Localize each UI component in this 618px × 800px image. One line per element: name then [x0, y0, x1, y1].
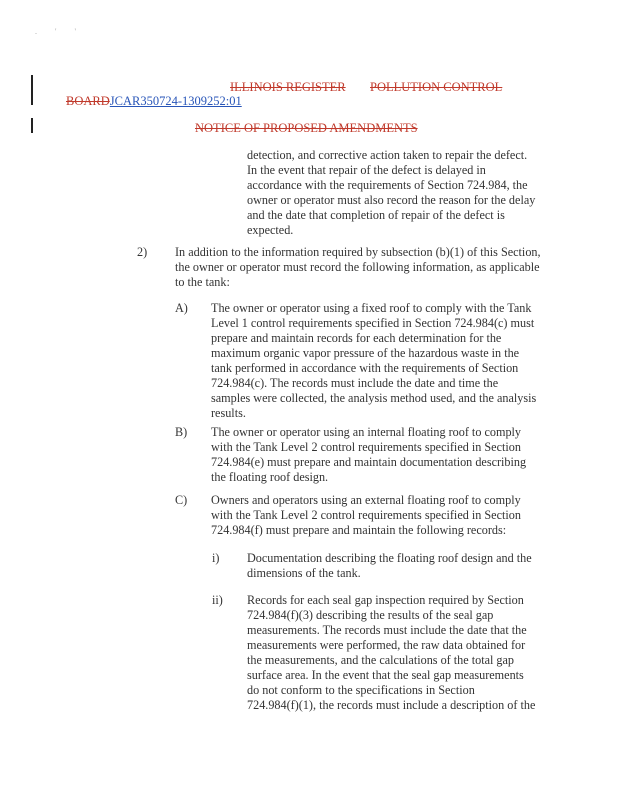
scan-artifact-dots: . ' ' [35, 27, 84, 36]
text-line: the measurements, and the calculations of the total gap [247, 653, 515, 667]
continuation-paragraph [247, 148, 535, 238]
text-line: expected. [247, 223, 294, 237]
text-line: The owner or operator using an internal floating roof to comply [211, 425, 522, 439]
text-line: In addition to the information required by subsection (b)(1) of this Section, [175, 245, 541, 259]
text-line: detection, and corrective action taken to repair the defect. [247, 148, 528, 162]
text-line: 724.984(f) must prepare and maintain the following records: [211, 523, 507, 537]
item-c-marker: C) [175, 493, 188, 507]
text-line: measurements were performed, the raw data obtained for [247, 638, 526, 652]
text-line: dimensions of the tank. [247, 566, 361, 580]
notice-heading: NOTICE OF PROPOSED AMENDMENTS [195, 121, 418, 135]
text-line: to the tank: [175, 275, 230, 289]
text-line: Documentation describing the floating roof design and the [247, 551, 532, 565]
item-i-marker: i) [212, 551, 220, 565]
text-line: Owners and operators using an external floating roof to comply [211, 493, 521, 507]
text-line: with the Tank Level 2 control requirements specified in Section [211, 508, 521, 522]
item-a-paragraph [211, 301, 536, 421]
item-ii-paragraph [247, 593, 535, 713]
header-agency: POLLUTION CONTROL [370, 80, 503, 94]
revision-bar-middle [31, 118, 33, 133]
text-line: 724.984(c). The records must include the date and time the [211, 376, 499, 390]
text-line: prepare and maintain records for each determination for the [211, 331, 502, 345]
text-line: samples were collected, the analysis method used, and the analysis [211, 391, 537, 405]
jcar-reference-link[interactable]: JCAR350724-1309252:01 [109, 94, 242, 108]
text-line: with the Tank Level 2 control requirements specified in Section [211, 440, 521, 454]
text-line: In the event that repair of the defect is delayed in [247, 163, 486, 177]
text-line: and the date that completion of repair of the defect is [247, 208, 505, 222]
item-i-paragraph [247, 551, 532, 581]
item-b-marker: B) [175, 425, 188, 439]
text-line: Level 1 control requirements specified in Section 724.984(c) must [211, 316, 535, 330]
text-line: 724.984(f)(1), the records must include a description of the [247, 698, 536, 712]
text-line: maximum organic vapor pressure of the hazardous waste in the [211, 346, 520, 360]
item-2-marker: 2) [137, 245, 148, 259]
text-line: tank performed in accordance with the requirements of Section [211, 361, 519, 375]
item-c-paragraph [211, 493, 521, 538]
item-ii-marker: ii) [212, 593, 223, 607]
text-line: do not conform to the specifications in Section [247, 683, 475, 697]
text-line: owner or operator must also record the reason for the delay [247, 193, 536, 207]
text-line: 724.984(f)(3) describing the results of the seal gap [247, 608, 494, 622]
text-line: 724.984(e) must prepare and maintain documentation describing [211, 455, 527, 469]
text-line: the owner or operator must record the following information, as applicable [175, 260, 540, 274]
header-register: ILLINOIS REGISTER [230, 80, 346, 94]
item-b-paragraph [211, 425, 526, 485]
text-line: accordance with the requirements of Section 724.984, the [247, 178, 528, 192]
text-line: The owner or operator using a fixed roof to comply with the Tank [211, 301, 532, 315]
text-line: surface area. In the event that the seal gap measurements [247, 668, 524, 682]
text-line: the floating roof design. [211, 470, 329, 484]
header-board-line [66, 94, 242, 109]
item-2-paragraph [175, 245, 541, 290]
text-line: measurements. The records must include the date that the [247, 623, 527, 637]
text-line: results. [211, 406, 246, 420]
text-line: Records for each seal gap inspection required by Section [247, 593, 524, 607]
item-a-marker: A) [175, 301, 188, 315]
header-board: BOARD [66, 94, 110, 108]
revision-bar-top [31, 75, 33, 105]
